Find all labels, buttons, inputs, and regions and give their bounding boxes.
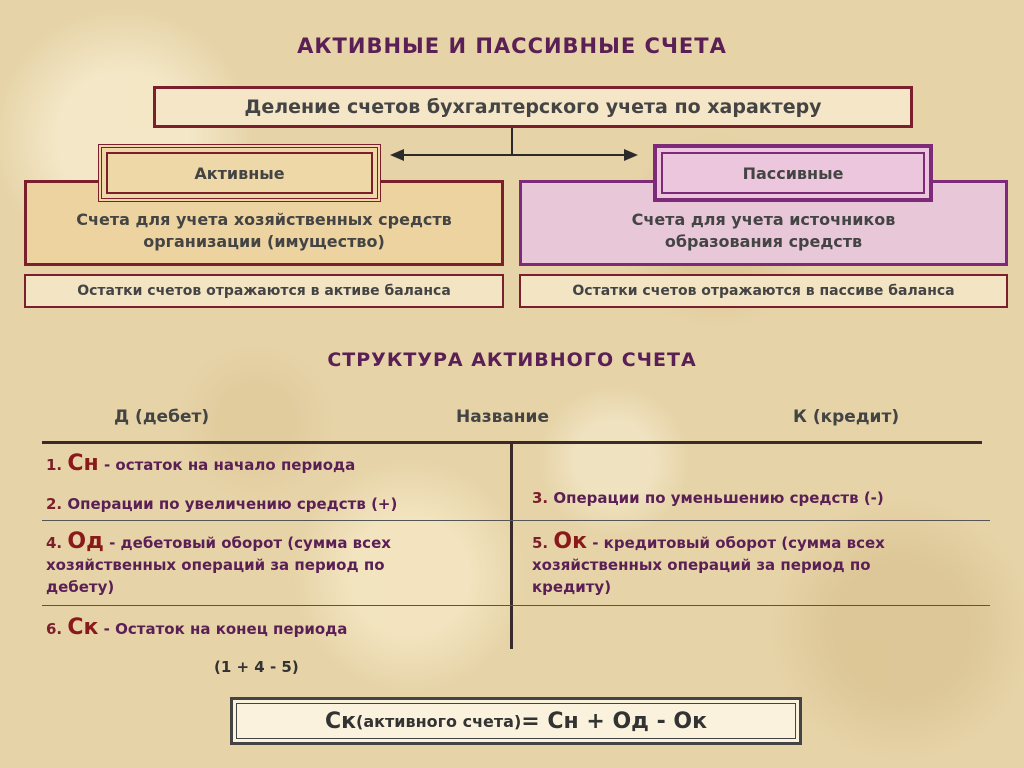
- entry-closing-balance: 6. Ск - Остаток на конец периода: [46, 615, 348, 640]
- passive-heading-inner-border: [661, 152, 925, 194]
- passive-desc-line2: образования средств: [664, 232, 863, 251]
- entry-increase-operations: 2. Операции по увеличению средств (+): [46, 495, 398, 513]
- passive-heading: Пассивные: [742, 163, 844, 183]
- active-heading-box: [98, 144, 381, 202]
- code-sn: Сн: [67, 451, 99, 476]
- formula-box: [230, 697, 802, 745]
- debit-header: Д (дебет): [114, 407, 210, 427]
- active-desc-line1: Счета для учета хозяйственных средств: [76, 210, 452, 229]
- row-separator-1: [42, 520, 990, 521]
- code-sk: Ск: [67, 615, 99, 640]
- passive-desc-line1: Счета для учета источников: [631, 210, 896, 229]
- formula-paren: (активного счета): [356, 711, 522, 731]
- t-account-divider: [510, 441, 513, 649]
- active-note-box: [24, 274, 504, 308]
- passive-note-box: [519, 274, 1008, 308]
- formula-lhs: Ск: [324, 708, 357, 734]
- credit-header: К (кредит): [793, 407, 900, 427]
- active-note: Остатки счетов отражаются в активе баланса: [77, 283, 451, 299]
- active-desc-line2: организации (имущество): [143, 232, 385, 251]
- structure-title: СТРУКТУРА АКТИВНОГО СЧЕТА: [327, 349, 697, 371]
- entry-decrease-operations: 3. Операции по уменьшению средств (-): [532, 489, 884, 507]
- closing-balance-calculation: (1 + 4 - 5): [214, 658, 299, 676]
- entry-credit-turnover: 5. Ок - кредитовый оборот (сумма всех хозяйственных операций за период по кредиту): [532, 529, 885, 596]
- formula-rhs: = Сн + Од - Ок: [521, 708, 708, 734]
- entry-opening-balance: 1. Сн - остаток на начало периода: [46, 451, 356, 476]
- row-separator-2: [42, 605, 990, 606]
- page-title: АКТИВНЫЕ И ПАССИВНЫЕ СЧЕТА: [297, 34, 727, 58]
- code-ok: Ок: [553, 529, 588, 554]
- active-heading: Активные: [194, 163, 285, 183]
- code-od: Од: [67, 529, 104, 554]
- account-name-header: Название: [456, 407, 549, 427]
- entry-debit-turnover: 4. Од - дебетовый оборот (сумма всех хозяйственных операций за период по дебету): [46, 529, 391, 596]
- passive-note: Остатки счетов отражаются в пассиве баланса: [572, 283, 955, 299]
- division-label: Деление счетов бухгалтерского учета по характеру: [244, 96, 822, 118]
- passive-heading-box: [653, 144, 933, 202]
